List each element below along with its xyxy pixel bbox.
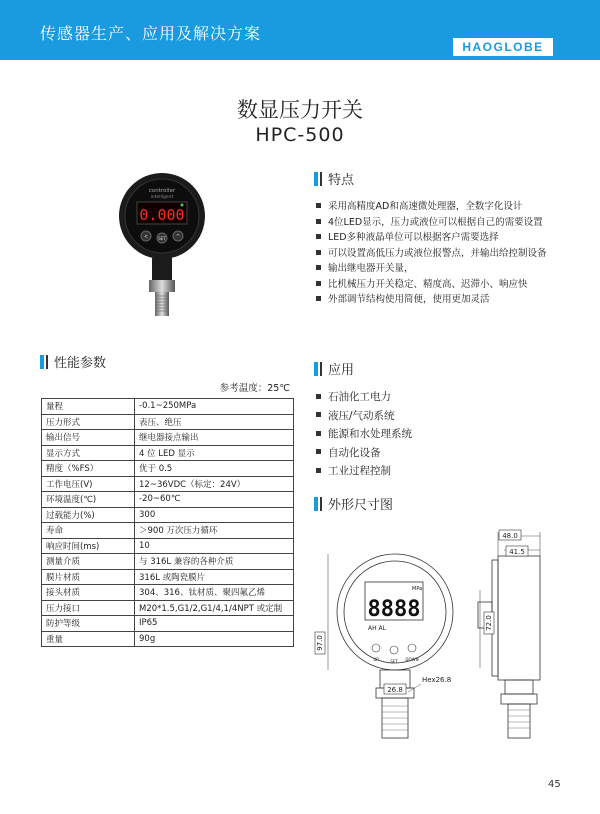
- table-row: [42, 554, 294, 570]
- bullet-square-icon: [316, 394, 321, 399]
- gauge-button-right-label: ^: [175, 234, 181, 240]
- application-text: 自动化设备: [328, 446, 381, 459]
- header-title: 传感器生产、应用及解决方案: [40, 24, 262, 43]
- application-text: 石油化工电力: [328, 391, 391, 403]
- dim-97: 97.0: [316, 635, 324, 651]
- bullet-square-icon: [316, 296, 321, 301]
- spec-table: [41, 398, 294, 647]
- list-item: [316, 407, 412, 426]
- front-set-label: SET: [390, 659, 398, 664]
- bullet-square-icon: [316, 265, 321, 270]
- spec-value: 优于 0.5: [135, 461, 294, 477]
- feature-text: 可以设置高低压力或液位报警点，并输出给控制设备: [328, 247, 547, 259]
- spec-value: 表压、绝压: [135, 414, 294, 430]
- dimensions-heading-label: 外形尺寸图: [328, 498, 394, 513]
- spec-value: 316L 或陶瓷膜片: [135, 569, 294, 585]
- dim-72: 72.0: [485, 615, 493, 631]
- reference-temperature: 参考温度：25℃: [219, 383, 290, 394]
- front-up-button: [372, 644, 380, 652]
- table-row: [42, 569, 294, 585]
- specs-heading: [40, 352, 106, 371]
- spec-key: 压力形式: [42, 414, 135, 430]
- table-row: [42, 631, 294, 647]
- spec-value: ＞900 万次压力循环: [135, 523, 294, 539]
- list-item: [316, 199, 596, 215]
- dim-48: 48.0: [502, 532, 518, 540]
- gauge-button-set-label: SET: [158, 236, 166, 241]
- front-up-label: UP: [373, 657, 379, 662]
- spec-key: 响应时间(ms): [42, 538, 135, 554]
- heading-accent-bar: [320, 172, 322, 186]
- spec-value: -20~60℃: [135, 492, 294, 508]
- spec-value: 与 316L 兼容的各种介质: [135, 554, 294, 570]
- page-number: 45: [548, 779, 561, 790]
- spec-value: 10: [135, 538, 294, 554]
- bullet-square-icon: [316, 219, 321, 224]
- spec-value: M20*1.5,G1/2,G1/4,1/4NPT 或定制: [135, 600, 294, 616]
- spec-key: 工作电压(V): [42, 476, 135, 492]
- features-heading-label: 特点: [328, 173, 355, 188]
- bullet-square-icon: [316, 412, 321, 417]
- bullet-square-icon: [316, 468, 321, 473]
- feature-text: 比机械压力开关稳定、精度高、迟滞小、响应快: [328, 278, 528, 290]
- list-item: [316, 425, 412, 444]
- feature-text: 4位LED显示，压力或液位可以根据自己的需要设置: [328, 216, 543, 228]
- spec-key: 显示方式: [42, 445, 135, 461]
- front-down-label: DOWN: [405, 657, 419, 662]
- spec-key: 输出信号: [42, 430, 135, 446]
- feature-text: LED多种液晶单位可以根据客户需要选择: [328, 232, 499, 243]
- table-row: [42, 507, 294, 523]
- bullet-square-icon: [316, 203, 321, 208]
- bullet-square-icon: [316, 449, 321, 454]
- dim-26-8: 26.8: [387, 686, 403, 694]
- spec-key: 寿命: [42, 523, 135, 539]
- table-row: [42, 585, 294, 601]
- table-row: [42, 414, 294, 430]
- heading-accent-bar: [320, 497, 322, 511]
- front-down-button: [408, 644, 416, 652]
- spec-key: 环境温度(℃): [42, 492, 135, 508]
- list-item: [316, 246, 596, 262]
- spec-key: 精度（%FS）: [42, 461, 135, 477]
- applications-heading: [314, 359, 354, 378]
- side-thread: [508, 704, 530, 738]
- table-row: [42, 538, 294, 554]
- table-row: [42, 523, 294, 539]
- heading-accent-bar: [314, 497, 318, 511]
- dim-hex: Hex26.8: [422, 676, 452, 684]
- list-item: [316, 462, 412, 481]
- gauge-button-left-label: <: [143, 234, 149, 240]
- spec-value: -0.1~250MPa: [135, 399, 294, 415]
- front-set-button: [390, 646, 398, 654]
- spec-key: 防护等级: [42, 616, 135, 632]
- heading-accent-bar: [314, 172, 318, 186]
- feature-text: 输出继电器开关量，: [328, 263, 414, 274]
- heading-accent-bar: [40, 355, 44, 369]
- brand-logo: HAOGLOBE: [452, 37, 554, 57]
- heading-accent-bar: [320, 362, 322, 376]
- table-row: [42, 476, 294, 492]
- list-item: [316, 277, 596, 293]
- table-row: [42, 445, 294, 461]
- spec-value: 4 位 LED 显示: [135, 445, 294, 461]
- application-text: 能源和水处理系统: [328, 428, 412, 440]
- table-row: [42, 492, 294, 508]
- product-title: 数显压力开关: [237, 98, 363, 122]
- heading-accent-bar: [314, 362, 318, 376]
- side-hex: [501, 694, 537, 704]
- front-display-digits: 8888: [367, 597, 421, 622]
- specs-heading-label: 性能参数: [54, 356, 107, 371]
- spec-value: 304、316、钛材质、聚四氟乙烯: [135, 585, 294, 601]
- table-row: [42, 461, 294, 477]
- table-row: [42, 616, 294, 632]
- bullet-square-icon: [316, 250, 321, 255]
- side-neck: [505, 680, 533, 694]
- spec-key: 量程: [42, 399, 135, 415]
- applications-heading-label: 应用: [328, 363, 355, 378]
- dimensions-heading: [314, 494, 393, 513]
- header-bar: [0, 0, 600, 60]
- gauge-led: [181, 204, 184, 207]
- bullet-square-icon: [316, 281, 321, 286]
- dim-41-5: 41.5: [509, 548, 525, 556]
- gauge-top-text2: intelligent: [150, 195, 174, 200]
- spec-key: 过载能力(%): [42, 507, 135, 523]
- bullet-square-icon: [316, 234, 321, 239]
- features-list: [316, 199, 596, 308]
- gauge-thread: [155, 292, 169, 316]
- spec-key: 压力接口: [42, 600, 135, 616]
- list-item: [316, 444, 412, 463]
- spec-value: 12~36VDC（标定：24V）: [135, 476, 294, 492]
- bullet-square-icon: [316, 431, 321, 436]
- gauge-neck: [152, 258, 172, 280]
- applications-list: [316, 388, 412, 481]
- product-model: HPC-500: [255, 124, 345, 146]
- spec-key: 测量介质: [42, 554, 135, 570]
- list-item: [316, 261, 596, 277]
- table-row: [42, 600, 294, 616]
- table-row: [42, 399, 294, 415]
- spec-key: 重量: [42, 631, 135, 647]
- dimension-drawing: [300, 520, 560, 750]
- front-unit: MPa: [412, 586, 423, 592]
- list-item: [316, 292, 596, 308]
- product-photo: [112, 170, 212, 325]
- feature-text: 采用高精度AD和高速微处理器，全数字化设计: [328, 201, 523, 212]
- list-item: [316, 230, 596, 246]
- application-text: 液压/气动系统: [328, 409, 395, 422]
- spec-value: 继电器接点输出: [135, 430, 294, 446]
- features-heading: [314, 169, 354, 188]
- list-item: [316, 388, 412, 407]
- application-text: 工业过程控制: [328, 465, 391, 477]
- spec-key: 接头材质: [42, 585, 135, 601]
- spec-key: 膜片材质: [42, 569, 135, 585]
- gauge-top-text1: controller: [148, 188, 176, 194]
- gauge-hex: [149, 280, 175, 292]
- feature-text: 外部调节结构使用简便，使用更加灵活: [328, 294, 490, 305]
- heading-accent-bar: [46, 355, 48, 369]
- spec-value: 300: [135, 507, 294, 523]
- spec-value: 90g: [135, 631, 294, 647]
- gauge-display: 0.000: [139, 206, 185, 224]
- side-body: [498, 556, 540, 680]
- spec-value: IP65: [135, 616, 294, 632]
- table-row: [42, 430, 294, 446]
- front-ah-al: AH AL: [368, 625, 386, 632]
- list-item: [316, 215, 596, 231]
